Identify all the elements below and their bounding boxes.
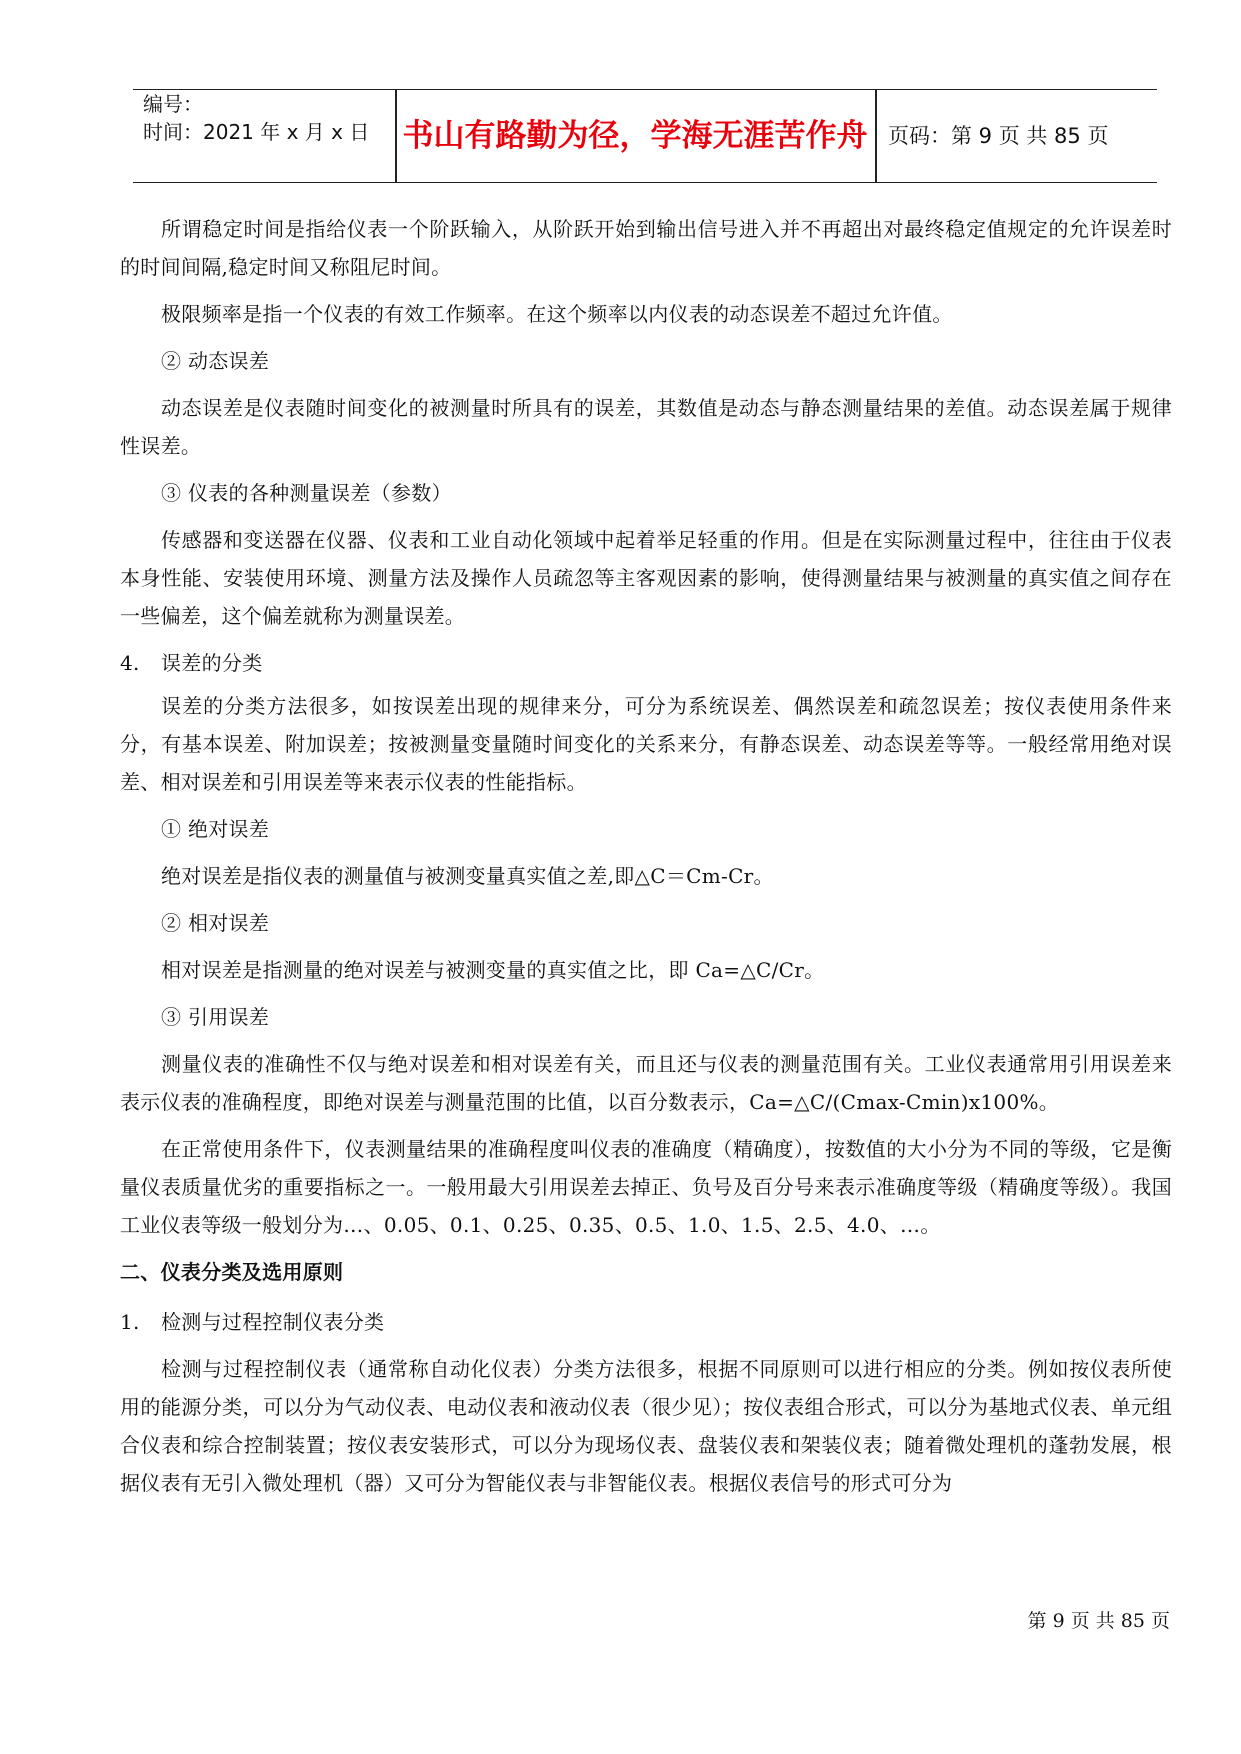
subheading-absolute-error: ① 绝对误差 (161, 817, 270, 841)
subheading-relative-error: ② 相对误差 (161, 911, 270, 935)
paragraph: 检测与过程控制仪表（通常称自动化仪表）分类方法很多，根据不同原则可以进行相应的分类。例如按仪表所使用的能源分类，可以分为气动仪表、电动仪表和液动仪表（很少见）；按仪表组合形式，可以分为基地式仪表、单元组合仪表和综合控制装置；按仪表安装形式，可以分为现场仪表、盘装仪表和架装仪表；随着微处理机的蓬勃发展，根据仪表有无引入微处理机（器）又可分为智能仪表与非智能仪表。根据仪表信号的形式可分为 (120, 1357, 1172, 1495)
section-title: 误差的分类 (161, 651, 263, 675)
paragraph: 测量仪表的准确性不仅与绝对误差和相对误差有关，而且还与仪表的测量范围有关。工业仪表通常用引用误差来表示仪表的准确程度，即绝对误差与测量范围的比值，以百分数表示，Ca=△C/(Cmax-Cmin)x100%。 (120, 1052, 1172, 1114)
subheading-dynamic-error: ② 动态误差 (161, 349, 270, 373)
paragraph: 相对误差是指测量的绝对误差与被测变量的真实值之比，即 Ca=△C/Cr。 (161, 958, 825, 982)
page-footer: 第 9 页 共 85 页 (1027, 1610, 1170, 1632)
number-label: 编号： (143, 92, 203, 116)
document-body (120, 210, 1172, 1511)
section-heading-1 (120, 1303, 1172, 1341)
section-number: 1. (120, 1310, 140, 1334)
section-heading-4 (120, 644, 1172, 682)
paragraph: 误差的分类方法很多，如按误差出现的规律来分，可分为系统误差、偶然误差和疏忽误差；按仪表使用条件来分，有基本误差、附加误差；按被测量变量随时间变化的关系来分，有静态误差、动态误差等等。一般经常用绝对误差、相对误差和引用误差等来表示仪表的性能指标。 (120, 694, 1172, 794)
paragraph: 动态误差是仪表随时间变化的被测量时所具有的误差，其数值是动态与静态测量结果的差值。动态误差属于规律性误差。 (120, 396, 1172, 458)
header-divider-right (875, 90, 877, 182)
document-header (133, 89, 1157, 183)
section-heading-2: 二、仪表分类及选用原则 (120, 1260, 344, 1284)
subheading-error-params: ③ 仪表的各种测量误差（参数） (161, 481, 452, 505)
paragraph: 绝对误差是指仪表的测量值与被测变量真实值之差,即△C＝Cm-Cr。 (161, 864, 774, 888)
section-title: 检测与过程控制仪表分类 (161, 1310, 385, 1334)
paragraph: 极限频率是指一个仪表的有效工作频率。在这个频率以内仪表的动态误差不超过允许值。 (161, 302, 953, 326)
paragraph: 在正常使用条件下，仪表测量结果的准确程度叫仪表的准确度（精确度），按数值的大小分为不同的等级，它是衡量仪表质量优劣的重要指标之一。一般用最大引用误差去掉正、负号及百分号来表示准确度等级（精确度等级）。我国工业仪表等级一般划分为…、0.05、0.1、0.25、0.35、0.5、1.0、1.5、2.5、4.0、…。 (120, 1137, 1172, 1237)
header-motto: 书山有路勤为径，学海无涯苦作舟 (402, 118, 868, 154)
time-label: 时间：2021 年 x 月 x 日 (143, 120, 370, 144)
header-page-info: 页码：第 9 页 共 85 页 (888, 124, 1109, 148)
section-number: 4. (120, 651, 140, 675)
paragraph: 传感器和变送器在仪器、仪表和工业自动化领域中起着举足轻重的作用。但是在实际测量过程中，往往由于仪表本身性能、安装使用环境、测量方法及操作人员疏忽等主客观因素的影响，使得测量结果与被测量的真实值之间存在一些偏差，这个偏差就称为测量误差。 (120, 528, 1172, 628)
paragraph: 所谓稳定时间是指给仪表一个阶跃输入，从阶跃开始到输出信号进入并不再超出对最终稳定值规定的允许误差时的时间间隔,稳定时间又称阻尼时间。 (120, 217, 1172, 279)
subheading-reference-error: ③ 引用误差 (161, 1005, 270, 1029)
